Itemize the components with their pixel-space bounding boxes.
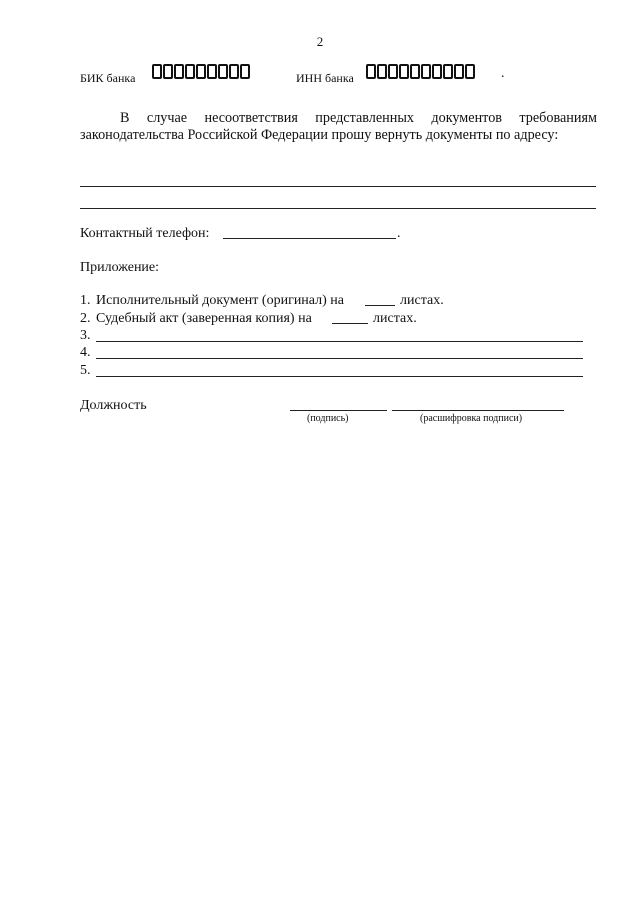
page-number: 2 [316,34,324,49]
inn-digit-box[interactable] [443,64,453,79]
bik-digit-box[interactable] [174,64,184,79]
signature-decoding-caption: (расшифровка подписи) [420,413,523,424]
bik-boxes [152,64,250,79]
bik-digit-box[interactable] [152,64,162,79]
appendix-item-4-number: 4. [80,345,91,360]
position-label: Должность [80,398,147,413]
bik-digit-box[interactable] [185,64,195,79]
appendix-item-3-number: 3. [80,328,91,343]
appendix-title: Приложение: [80,260,160,275]
inn-digit-box[interactable] [377,64,387,79]
inn-digit-box[interactable] [432,64,442,79]
bik-digit-box[interactable] [196,64,206,79]
appendix-item-1-suffix: листах. [400,293,444,308]
appendix-item-2-sheets-field[interactable] [332,323,368,324]
bik-label: БИК банка [80,71,136,85]
inn-label: ИНН банка [296,71,354,85]
inn-boxes [366,64,475,79]
signature-decoding-field[interactable] [392,410,564,411]
contact-phone-label: Контактный телефон: [80,226,210,241]
bik-digit-box[interactable] [218,64,228,79]
inn-digit-box[interactable] [410,64,420,79]
inn-digit-box[interactable] [388,64,398,79]
inn-digit-box[interactable] [421,64,431,79]
contact-phone-period: . [397,226,401,241]
appendix-item-1-number: 1. [80,293,91,308]
appendix-item-1-sheets-field[interactable] [365,305,395,306]
appendix-item-2-text: Судебный акт (заверенная копия) на [96,311,312,326]
appendix-item-2-suffix: листах. [373,311,417,326]
inn-digit-box[interactable] [454,64,464,79]
address-line-2[interactable] [80,208,596,209]
appendix-item-1-text: Исполнительный документ (оригинал) на [96,293,344,308]
appendix-item-5-field[interactable] [96,376,583,377]
return-request-paragraph [80,110,597,144]
appendix-item-3-field[interactable] [96,341,583,342]
inn-period: . [501,66,505,81]
bik-digit-box[interactable] [229,64,239,79]
signature-caption: (подпись) [307,413,349,424]
bik-digit-box[interactable] [240,64,250,79]
contact-phone-field[interactable] [223,238,396,239]
inn-digit-box[interactable] [366,64,376,79]
inn-digit-box[interactable] [465,64,475,79]
appendix-item-5-number: 5. [80,363,91,378]
appendix-item-4-field[interactable] [96,358,583,359]
signature-field[interactable] [290,410,387,411]
address-line-1[interactable] [80,186,596,187]
bik-digit-box[interactable] [207,64,217,79]
appendix-item-2-number: 2. [80,311,91,326]
return-request-text: В случае несоответствия представленных документов требованиям законодательства Российской Федерации прошу вернуть документы по адресу: [80,110,597,143]
inn-digit-box[interactable] [399,64,409,79]
bik-digit-box[interactable] [163,64,173,79]
